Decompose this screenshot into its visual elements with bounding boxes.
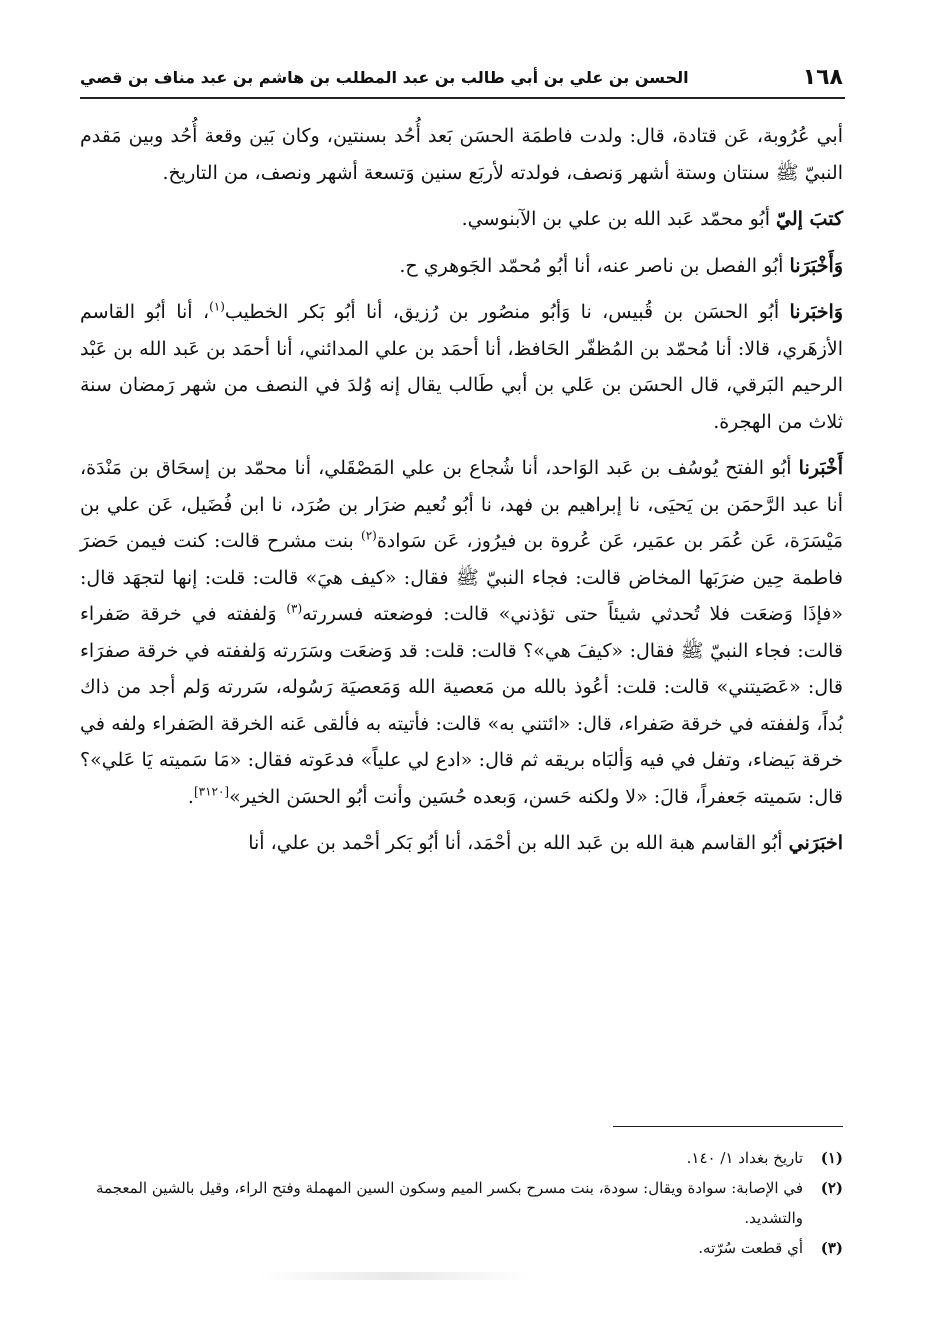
paragraph-text: أبُو الحسَن بن قُبيس، نا وَأبُو منصُور بن رُزيق، أنا أبُو بَكر الخطيب: [224, 301, 790, 323]
paragraph-4: [80, 294, 843, 440]
paragraph-text-continued: ، أنا أبُو القاسم الأزهَري، قالا: أنا مُحمّد بن المُظفّر الحَافظ، أنا أحمَد بن علي المدائني، أنا أحمَد بن عَبد الله بن عَبْد الرحيم البَرقي، قال الحسَن بن عَلي بن أبي طَالب يقال إنه وُلدَ في النصف من شهر رَمضان سنة ثلاث من الهجرة.: [80, 301, 843, 433]
scan-artifact: [260, 1272, 530, 1280]
running-title: الحسن بن علي بن أبي طالب بن عبد المطلب بن هاشم بن عبد مناف بن قصي: [80, 67, 689, 87]
footnote-ref-1[interactable]: (١): [209, 299, 225, 314]
paragraph-text: أبي عُرُوبة، عَن قتادة، قال: ولدت فاطمَة الحسَن بَعد أُحُد بسنتين، وكان بَين وقعة أُحُد وبين مَقدم النبيّ ﷺ سنتان وستة أشهر وَنصف، فولدته لأربَع سنين وَتسعة أشهر ونصف، من التاريخ.: [80, 125, 843, 184]
paragraph-lead: أَخْبَرنا: [798, 457, 843, 479]
page-header: [80, 60, 843, 94]
footnotes: [80, 1143, 843, 1263]
paragraph-lead: وَاخبَرنا: [789, 301, 843, 323]
paragraph-text-continued: بنت مشرح قالت: كنت فيمن حَضرَ فاطمة حِين ضرَبَها المخاض قالت: فجاء النبيّ ﷺ فقال: «كيف هيَ» قالت: قلت: إنها لتجهَد قال: «فإذَا وَضعَت فلا تُحدثي شيئاً حتى تؤذني» قالت: فوضعته فسررته: [80, 530, 843, 625]
footnote-3: [80, 1233, 843, 1263]
paragraph-text: أبُو القاسم هبة الله بن عَبد الله بن أحْمَد، أنا أبُو بَكر أحْمد بن علي، أنا: [248, 832, 789, 854]
paragraph-lead: وَأَخْبَرَنا: [789, 254, 843, 277]
paragraph-text-end: .: [187, 785, 194, 808]
footnote-number: (١): [820, 1149, 843, 1167]
page-number: ١٦٨: [802, 64, 843, 90]
paragraph-6: [80, 825, 843, 862]
footnote-ref-3[interactable]: (٣): [286, 601, 303, 616]
paragraph-1: [80, 118, 843, 191]
footnote-number: (٣): [820, 1239, 843, 1257]
paragraph-2: [80, 201, 843, 238]
footnote-rule: [613, 1126, 843, 1127]
footnote-text: أي قطعت سُرّته.: [698, 1239, 803, 1257]
paragraph-3: [80, 248, 843, 285]
paragraph-5: [80, 450, 843, 815]
hadith-number: [٣١٢٠]: [193, 784, 230, 799]
paragraph-text: أبُو محمّد عَبد الله بن علي بن الآبنوسي.: [461, 208, 777, 230]
paragraph-text: أبُو الفتح يُوسُف بن عَبد الوَاحد، أنا شُجاع بن علي المَصْقَلي، أنا محمّد بن إسحَاق بن مَنْدَة، أنا عبد الرَّحمَن بن يَحيَى، نا إبراهيم بن فهد، نا أبُو نُعيم ضرَار بن صُرَد، نا ابن فُضَيل، عَن علي بن مَيْسَرَة، عَن عُمَر بن عمَير، عَن عُروة بن فيرُوز، عَن سَوادة: [80, 457, 844, 552]
footnote-ref-2[interactable]: (٢): [361, 528, 377, 543]
paragraph-text: أبُو الفصل بن ناصر عنه، أنا أبُو مُحمّد الجَوهري ح.: [399, 254, 790, 277]
footnote-2: [80, 1173, 843, 1233]
paragraph-text-continued: وَلففته في خرقة صَفراء قالت: فجاء النبيّ ﷺ فقال: «كيفَ هي»؟ قالت: قلت: قد وَضعَت وسَرَرته وَلففته في خرقة صفرَاء قال: «عَصَيتني» قالت: قلت: أعُوذ بالله من مَعصية الله وَمَعصيَة رَسُوله، سَررته وَلم أجد من ذاك بُداً، وَلففته في خرقة صَفراء، قال: «ائتني به» قالت: فأتيته به فألقى عَنه الخرقة الصَفراء ولفه في خرقة بَيضاء، وتفل في فيه وَألبَاه بريقه ثم قال: «ادع لي علياً» فدعَوته فقال: «مَا سَميته يَا عَلي»؟ قال: سَميته جَعفراً، قالَ: «لا ولكنه حَسن، وَبعده حُسَين وأنت أبُو الحسَن الخير»: [80, 603, 843, 808]
paragraph-lead: اخبَرَني: [788, 832, 843, 854]
footnote-number: (٢): [820, 1179, 843, 1197]
paragraph-lead: كتبَ إليّ: [776, 208, 843, 230]
footnote-1: [80, 1143, 843, 1173]
footnote-text: في الإصابة: سوادة ويقال: سودة، بنت مسرح بكسر الميم وسكون السين المهملة وفتح الراء، وقيل بالشين المعجمة والتشديد.: [96, 1179, 803, 1227]
main-text: [80, 118, 843, 872]
header-rule: [80, 97, 845, 99]
footnote-text: تاريخ بغداد ١/ ١٤٠.: [686, 1149, 803, 1167]
